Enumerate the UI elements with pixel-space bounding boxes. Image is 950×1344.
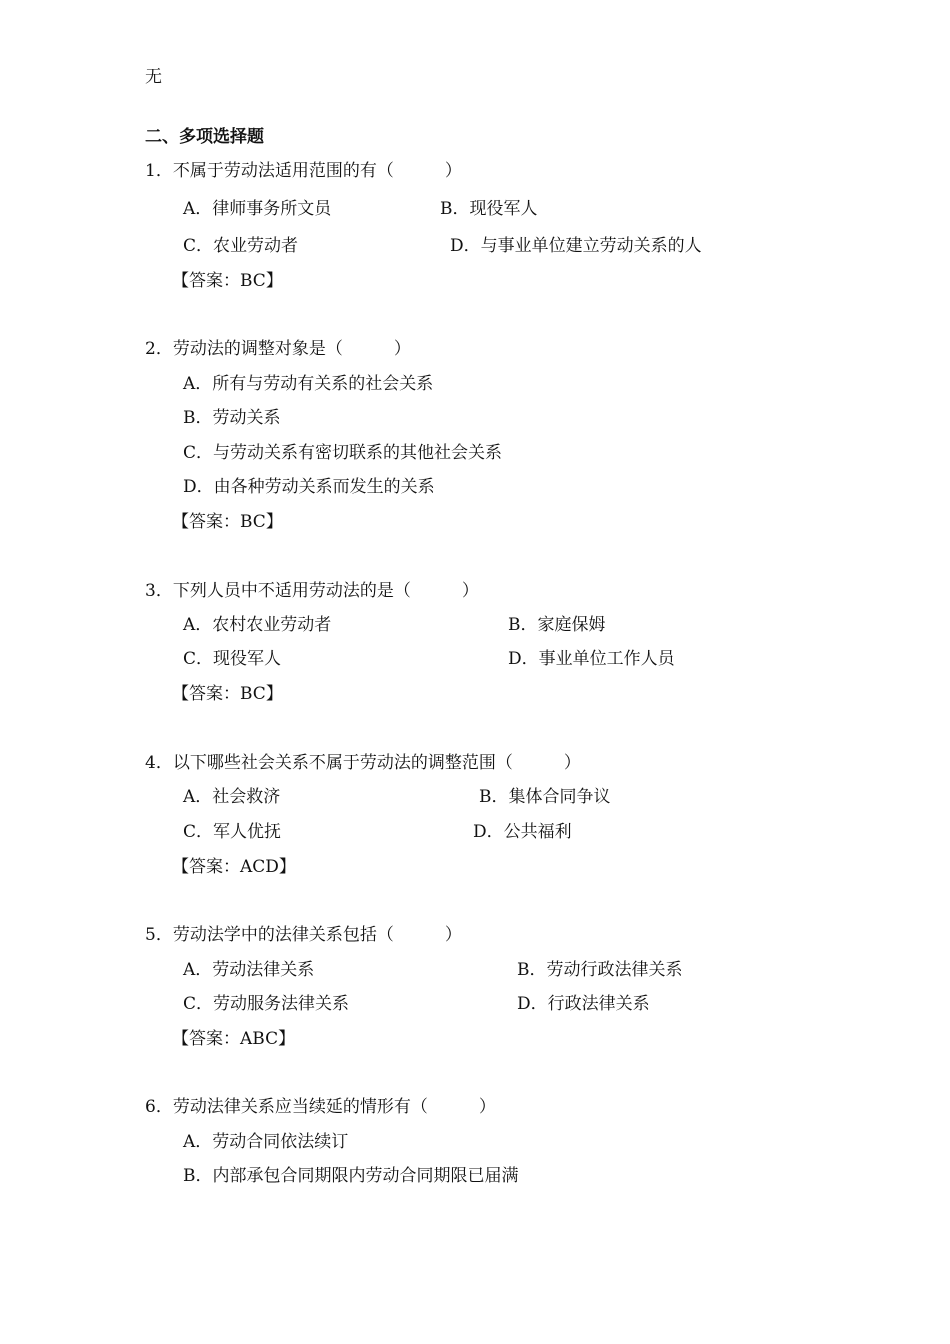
option-c: C．军人优抚: [183, 822, 282, 842]
option-d: D．公共福利: [473, 822, 572, 842]
question-stem: 3．下列人员中不适用劳动法的是（ ）: [145, 581, 479, 601]
option-c: C．劳动服务法律关系: [183, 994, 350, 1014]
answer: 【答案：BC】: [172, 684, 283, 704]
option-a: A．律师事务所文员: [183, 199, 332, 219]
option-d: D．事业单位工作人员: [508, 649, 675, 669]
option-b: B．内部承包合同期限内劳动合同期限已届满: [183, 1166, 519, 1186]
option-c: C．农业劳动者: [183, 236, 299, 256]
option-b: B．现役军人: [440, 199, 538, 219]
option-b: B．集体合同争议: [479, 787, 611, 807]
option-a: A．劳动合同依法续订: [183, 1132, 349, 1152]
option-d: D．由各种劳动关系而发生的关系: [183, 477, 435, 497]
top-text: 无: [145, 67, 162, 87]
option-a: A．农村农业劳动者: [183, 615, 332, 635]
option-a: A．社会救济: [183, 787, 281, 807]
option-b: B．家庭保姆: [508, 615, 606, 635]
question-stem: 4．以下哪些社会关系不属于劳动法的调整范围（ ）: [145, 753, 581, 773]
answer: 【答案：ABC】: [172, 1029, 296, 1049]
answer: 【答案：ACD】: [172, 857, 296, 877]
answer: 【答案：BC】: [172, 271, 283, 291]
option-c: C．与劳动关系有密切联系的其他社会关系: [183, 443, 503, 463]
section-title: 二、多项选择题: [145, 127, 264, 147]
option-a: A．劳动法律关系: [183, 960, 315, 980]
option-d: D．与事业单位建立劳动关系的人: [450, 236, 702, 256]
question-stem: 6．劳动法律关系应当续延的情形有（ ）: [145, 1097, 496, 1117]
option-d: D．行政法律关系: [517, 994, 650, 1014]
answer: 【答案：BC】: [172, 512, 283, 532]
question-stem: 2．劳动法的调整对象是（ ）: [145, 339, 411, 359]
option-c: C．现役军人: [183, 649, 282, 669]
option-a: A．所有与劳动有关系的社会关系: [183, 374, 434, 394]
option-b: B．劳动行政法律关系: [517, 960, 683, 980]
question-stem: 5．劳动法学中的法律关系包括（ ）: [145, 925, 462, 945]
question-stem: 1．不属于劳动法适用范围的有（ ）: [145, 161, 462, 181]
option-b: B．劳动关系: [183, 408, 281, 428]
